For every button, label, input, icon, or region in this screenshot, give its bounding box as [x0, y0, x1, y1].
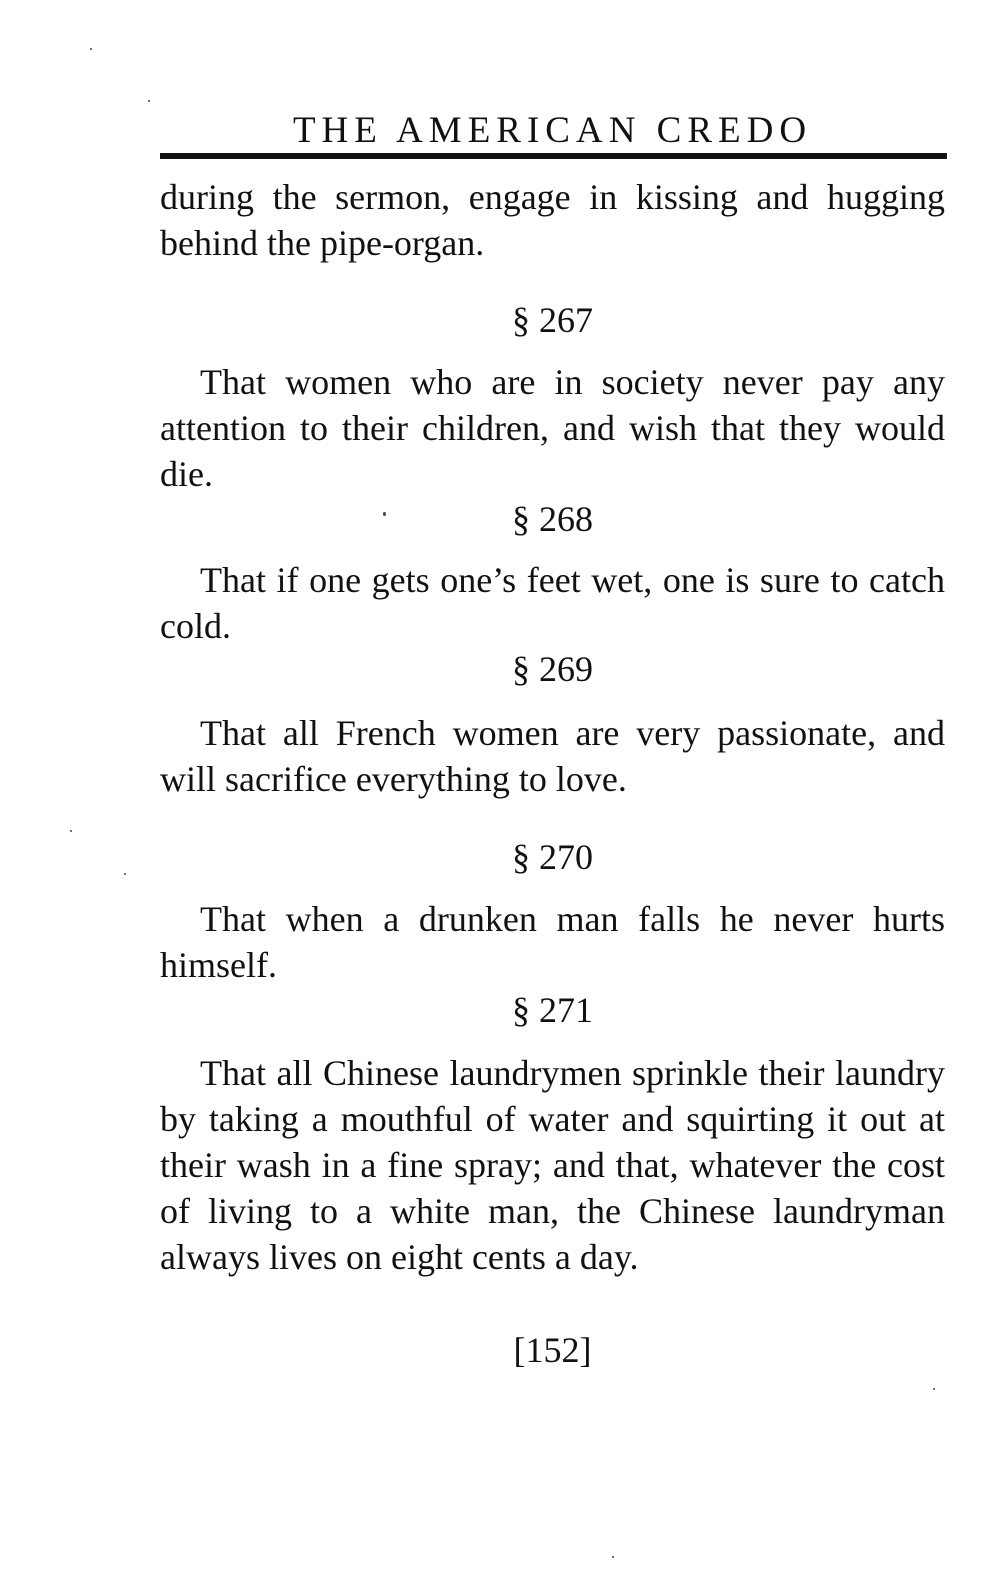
scan-speck — [70, 830, 72, 832]
section-heading-270: § 270 — [512, 837, 593, 877]
section-heading-267: § 267 — [512, 300, 593, 340]
scan-speck — [148, 100, 150, 102]
page-number: [152] — [513, 1330, 592, 1370]
scan-speck — [933, 1388, 935, 1390]
section-text-271: That all Chinese laundrymen sprinkle their laundry by taking a mouthful of water and squirting it out at their wash in a fine spray; and that, whatever the cost of living to a white man, the Chinese laundryman always lives on eight cents a day. — [160, 1053, 945, 1277]
scan-speck — [124, 873, 126, 875]
scan-speck — [90, 48, 92, 50]
section-text-267: That women who are in society never pay any attention to their children, and wish that they would die. — [160, 362, 945, 494]
continuation-paragraph: during the sermon, engage in kissing and hugging behind the pipe-organ. — [160, 177, 945, 263]
header-rule — [160, 153, 947, 159]
scan-speck — [612, 1556, 614, 1558]
section-heading-269: § 269 — [512, 649, 593, 689]
section-heading-268: § 268 — [512, 499, 593, 539]
scan-speck — [383, 512, 386, 516]
section-text-269: That all French women are very passionate, and will sacrifice everything to love. — [160, 713, 945, 799]
section-text-270: That when a drunken man falls he never hurts himself. — [160, 899, 945, 985]
running-title: THE AMERICAN CREDO — [292, 110, 813, 151]
section-heading-271: § 271 — [512, 990, 593, 1030]
section-text-268: That if one gets one’s feet wet, one is sure to catch cold. — [160, 560, 945, 646]
